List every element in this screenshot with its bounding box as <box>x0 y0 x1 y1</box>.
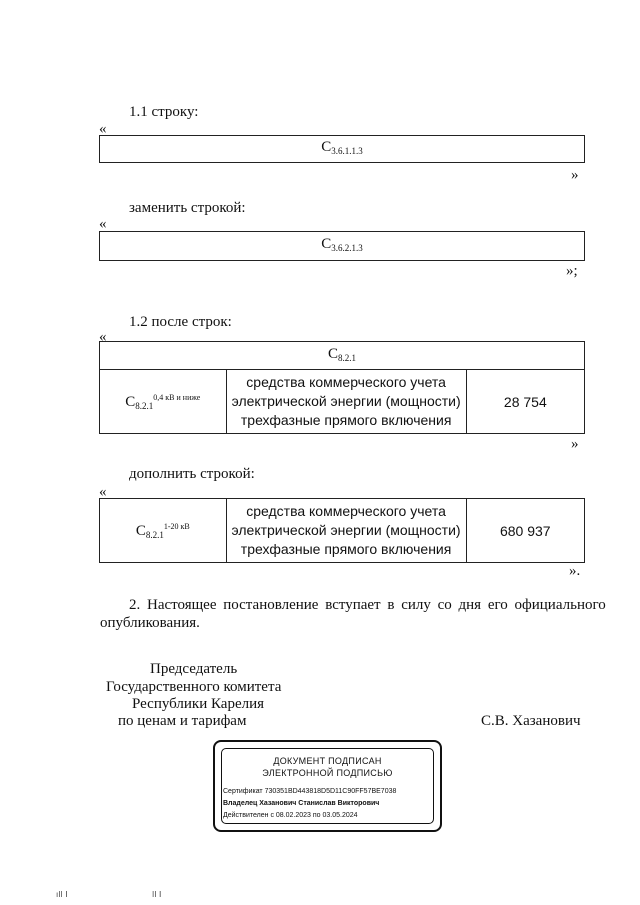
signature-title-2: Государственного комитета <box>106 679 282 695</box>
section-1-2-heading: 1.2 после строк: <box>129 314 232 330</box>
code-cell: $С_{8.2.1}^{0,4 кВ и ниже}$ <box>100 370 227 434</box>
description-cell: средства коммерческого учета электрической энергии (мощности) трехфазные прямого включения <box>226 370 466 434</box>
close-quote: » <box>571 436 579 452</box>
table-append-row <box>99 498 585 563</box>
row-code: $С_{3.6.2.1.3}$ <box>321 236 363 253</box>
table-row <box>100 499 585 563</box>
open-quote: « <box>99 484 107 500</box>
scan-mark-right: ll I <box>152 890 162 899</box>
table-header-cell <box>100 342 585 370</box>
append-heading: дополнить строкой: <box>129 466 255 482</box>
scan-mark-left: ıll I <box>56 890 68 899</box>
open-quote: « <box>99 216 107 232</box>
open-quote: « <box>99 329 107 345</box>
signatory-name: С.В. Хазанович <box>481 713 581 729</box>
paragraph-2-line-2: опубликования. <box>100 615 200 631</box>
stamp-certificate: Сертификат 730351BD443818D5D11C90FF57BE7038 <box>223 788 397 795</box>
stamp-owner: Владелец Хазанович Станислав Викторович <box>223 800 380 807</box>
row-c3-6-1-1-3 <box>99 135 585 163</box>
row-code: $С_{3.6.1.1.3}$ <box>321 139 363 156</box>
close-quote: »; <box>566 263 578 279</box>
stamp-validity: Действителен с 08.02.2023 по 03.05.2024 <box>223 812 358 819</box>
e-signature-stamp <box>213 740 442 832</box>
table-row <box>100 370 585 434</box>
signature-title-4: по ценам и тарифам <box>118 713 247 729</box>
signature-title-1: Председатель <box>150 661 238 677</box>
replace-heading: заменить строкой: <box>129 200 246 216</box>
table-after-rows <box>99 341 585 434</box>
code-cell: $С_{8.2.1}^{1-20 кВ}$ <box>100 499 227 563</box>
paragraph-2-line-1: 2. Настоящее постановление вступает в силу со дня его официального <box>129 597 606 613</box>
section-1-1-heading: 1.1 строку: <box>129 104 199 120</box>
description-cell: средства коммерческого учета электрической энергии (мощности) трехфазные прямого включения <box>226 499 466 563</box>
value-cell: 28 754 <box>466 370 584 434</box>
stamp-title-1: ДОКУМЕНТ ПОДПИСАН <box>273 756 382 766</box>
row-c3-6-2-1-3 <box>99 231 585 261</box>
value-cell: 680 937 <box>466 499 584 563</box>
header-code: $С_{8.2.1}$ <box>327 345 356 363</box>
close-quote: » <box>571 167 579 183</box>
stamp-title-2: ЭЛЕКТРОННОЙ ПОДПИСЬЮ <box>262 768 393 778</box>
open-quote: « <box>99 121 107 137</box>
close-quote: ». <box>569 563 581 579</box>
signature-title-3: Республики Карелия <box>132 696 265 712</box>
